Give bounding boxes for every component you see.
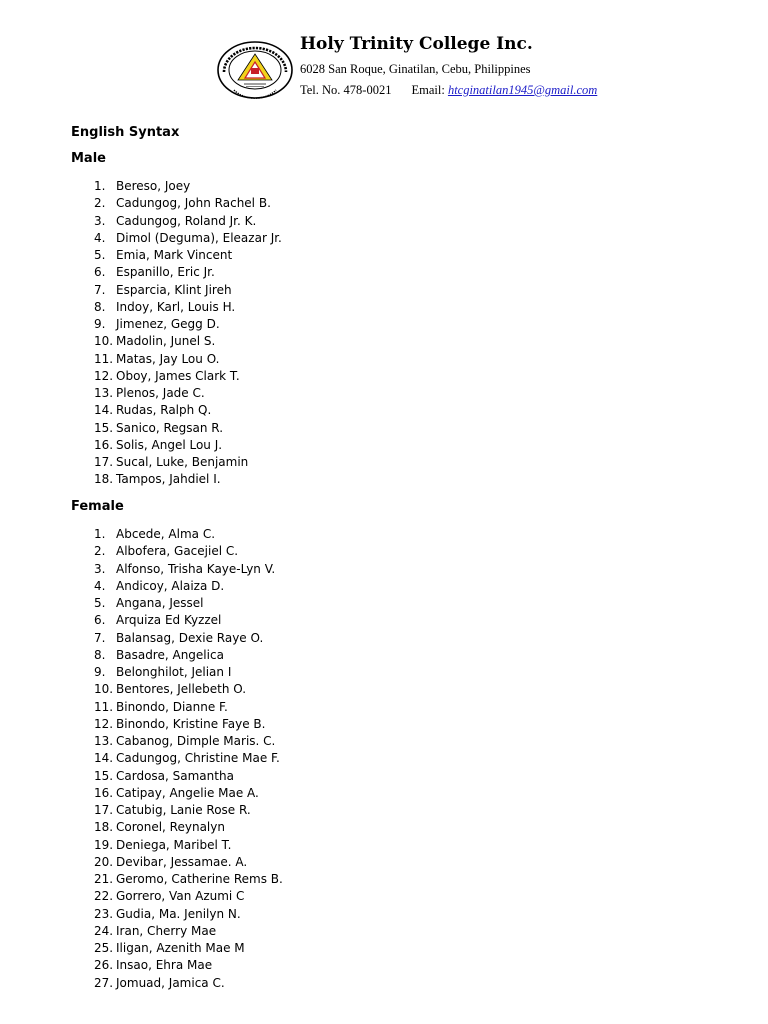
list-item-number: 24. [94,923,114,938]
student-name: Emia, Mark Vincent [116,248,233,262]
list-item [0,612,768,629]
student-name: Gudia, Ma. Jenilyn N. [116,906,241,921]
list-item [0,733,768,750]
student-name: Indoy, Karl, Louis H. [116,299,236,314]
email-label: Email: [411,83,445,97]
list-item-number: 11. [94,351,114,366]
list-item-number: 15. [94,768,114,783]
list-item [0,316,768,333]
list-item [0,437,768,454]
school-address: 6028 San Roque, Ginatilan, Cebu, Philippines [300,62,531,76]
male-student-list [0,178,768,489]
letterhead [0,0,768,110]
list-item-number: 7. [94,282,106,297]
female-student-list [0,526,768,992]
list-item [0,368,768,385]
student-name: Cadungog, Roland Jr. K. [116,213,257,228]
list-item [0,871,768,888]
student-name: Catubig, Lanie Rose R. [116,803,251,817]
list-item-number: 5. [94,596,106,610]
list-item [0,178,768,195]
student-name: Devibar, Jessamae. A. [116,854,248,869]
list-item [0,264,768,281]
student-name: Jomuad, Jamica C. [116,975,225,990]
student-name: Albofera, Gacejiel C. [116,544,239,559]
list-item [0,819,768,836]
student-name: Belonghilot, Jelian I [116,665,232,679]
subject-title: English Syntax [71,125,180,140]
list-item [0,975,768,992]
list-item-number: 16. [94,437,114,452]
list-item-number: 23. [94,906,114,921]
list-item [0,420,768,437]
list-item-number: 16. [94,785,114,800]
list-item [0,802,768,819]
list-item-number: 6. [94,265,106,280]
list-item-number: 7. [94,630,106,645]
student-name: Iran, Cherry Mae [116,923,217,938]
list-item [0,230,768,247]
student-name: Basadre, Angelica [116,647,224,662]
list-item-number: 13. [94,734,114,748]
student-name: Tampos, Jahdiel I. [116,472,221,487]
list-item-number: 4. [94,230,106,245]
list-item-number: 6. [94,613,106,628]
list-item-number: 26. [94,958,114,973]
list-item [0,213,768,230]
list-item-number: 5. [94,248,106,262]
list-item-number: 22. [94,889,114,904]
list-item-number: 11. [94,699,114,714]
list-item-number: 3. [94,213,106,228]
list-item [0,333,768,350]
student-name: Jimenez, Gegg D. [116,317,220,331]
list-item-number: 21. [94,872,114,886]
list-item [0,543,768,560]
student-name: Solis, Angel Lou J. [116,437,223,452]
list-item [0,785,768,802]
list-item-number: 17. [94,455,114,469]
list-item [0,750,768,767]
list-item [0,385,768,402]
list-item [0,578,768,595]
male-heading: Male [71,151,106,166]
list-item-number: 4. [94,578,106,593]
list-item-number: 10. [94,334,114,349]
student-name: Bentores, Jellebeth O. [116,682,247,697]
list-item [0,854,768,871]
student-name: Bereso, Joey [116,179,191,193]
student-name: Alfonso, Trisha Kaye-Lyn V. [116,561,276,576]
list-item [0,906,768,923]
student-name: Madolin, Junel S. [116,334,216,349]
list-item [0,888,768,905]
list-item [0,454,768,471]
list-item [0,471,768,488]
list-item [0,402,768,419]
list-item-number: 14. [94,751,114,766]
student-name: Sucal, Luke, Benjamin [116,455,249,469]
list-item [0,716,768,733]
list-item [0,282,768,299]
email-link[interactable]: htcginatilan1945@gmail.com [447,83,598,97]
list-item-number: 2. [94,544,106,559]
student-name: Deniega, Maribel T. [116,837,232,852]
student-name: Insao, Ehra Mae [116,958,213,973]
student-name: Abcede, Alma C. [116,527,216,541]
student-name: Plenos, Jade C. [116,386,205,400]
list-item-number: 1. [94,527,106,541]
list-item [0,837,768,854]
list-item-number: 20. [94,854,114,869]
list-item [0,957,768,974]
student-name: Binondo, Kristine Faye B. [116,716,266,731]
list-item-number: 3. [94,561,106,576]
school-name: Holy Trinity College Inc. [300,34,533,54]
student-name: Cadungog, John Rachel B. [116,196,271,211]
list-item [0,940,768,957]
list-item-number: 12. [94,716,114,731]
list-item-number: 9. [94,665,106,679]
list-item [0,630,768,647]
list-item-number: 10. [94,682,114,697]
school-seal-logo [216,40,294,100]
list-item-number: 2. [94,196,106,211]
list-item [0,647,768,664]
student-name: Coronel, Reynalyn [116,820,225,835]
list-item [0,247,768,264]
student-name: Matas, Jay Lou O. [116,351,220,366]
list-item [0,561,768,578]
list-item-number: 18. [94,472,114,487]
list-item-number: 8. [94,299,106,314]
list-item-number: 12. [94,368,114,383]
student-name: Oboy, James Clark T. [116,368,240,383]
student-name: Binondo, Dianne F. [116,699,228,714]
student-name: Esparcia, Klint Jireh [116,282,232,297]
list-item-number: 27. [94,975,114,990]
list-item-number: 14. [94,403,114,418]
list-item-number: 15. [94,420,114,435]
list-item [0,768,768,785]
student-name: Iligan, Azenith Mae M [116,941,245,955]
list-item [0,526,768,543]
list-item-number: 13. [94,386,114,400]
list-item [0,923,768,940]
list-item [0,195,768,212]
student-name: Dimol (Deguma), Eleazar Jr. [116,230,282,245]
student-name: Cadungog, Christine Mae F. [116,751,280,766]
list-item-number: 18. [94,820,114,835]
student-name: Angana, Jessel [116,596,204,610]
student-name: Espanillo, Eric Jr. [116,265,215,280]
student-name: Gorrero, Van Azumi C [116,889,245,904]
school-contact [300,83,597,98]
list-item-number: 17. [94,803,114,817]
list-item [0,299,768,316]
list-item-number: 8. [94,647,106,662]
list-item-number: 9. [94,317,106,331]
student-name: Catipay, Angelie Mae A. [116,785,259,800]
female-heading: Female [71,499,124,514]
student-name: Andicoy, Alaiza D. [116,578,225,593]
student-name: Geromo, Catherine Rems B. [116,872,283,886]
list-item-number: 25. [94,941,114,955]
student-name: Rudas, Ralph Q. [116,403,212,418]
student-name: Cardosa, Samantha [116,768,234,783]
list-item [0,351,768,368]
list-item-number: 19. [94,837,114,852]
list-item [0,664,768,681]
student-name: Cabanog, Dimple Maris. C. [116,734,276,748]
student-name: Sanico, Regsan R. [116,420,224,435]
list-item [0,681,768,698]
list-item-number: 1. [94,179,106,193]
list-item [0,595,768,612]
student-name: Arquiza Ed Kyzzel [116,613,222,628]
student-name: Balansag, Dexie Raye O. [116,630,264,645]
telephone: Tel. No. 478-0021 [300,83,392,97]
list-item [0,699,768,716]
